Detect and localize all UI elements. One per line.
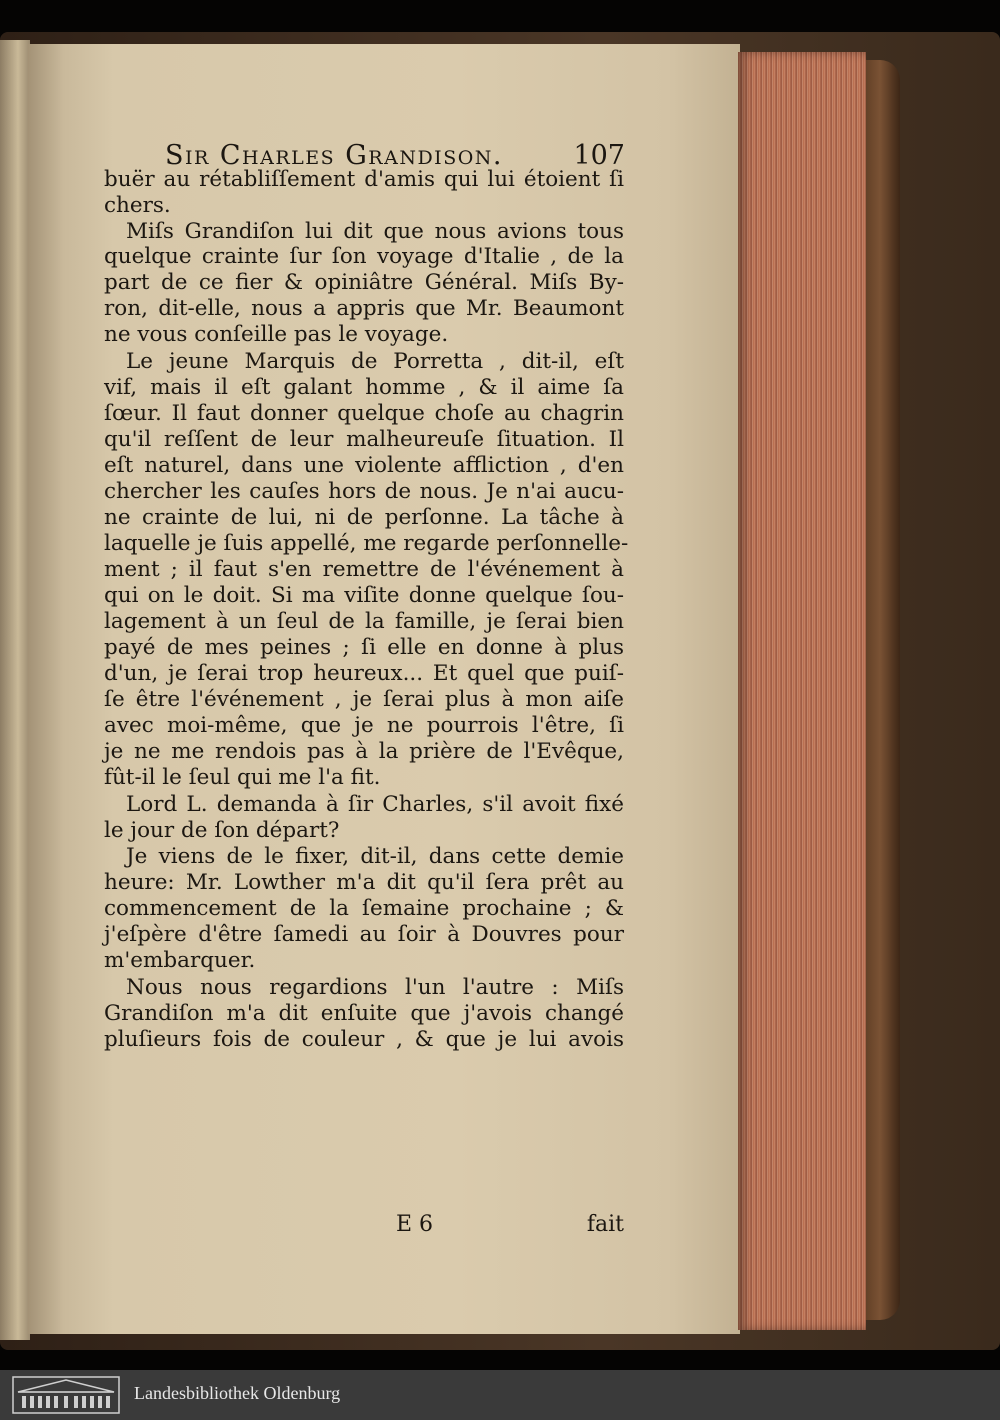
text-line: payé de mes peines ; ſi elle en donne à plus — [104, 635, 624, 660]
text-line: ſe être l'événement , je ſerai plus à mon aiſe — [104, 687, 624, 712]
text-line: ment ; il faut s'en remettre de l'événement à — [104, 557, 624, 582]
page-footer — [104, 1212, 624, 1242]
text-line: lagement à un ſeul de la famille, je ſerai bien — [104, 609, 624, 634]
text-line: ron, dit-elle, nous a appris que Mr. Beaumont — [104, 296, 624, 321]
text-line: quelque crainte ſur ſon voyage d'Italie , de la — [104, 244, 624, 269]
book-cover-edge — [860, 60, 900, 1320]
facing-page-edge — [0, 40, 30, 1340]
text-line: buër au rétabliſſement d'amis qui lui étoient ſi — [104, 167, 624, 192]
text-line: vif, mais il eſt galant homme , & il aime ſa — [104, 375, 624, 400]
library-name: Landesbibliothek Oldenburg — [134, 1383, 341, 1403]
catchword: fait — [586, 1212, 624, 1237]
text-line: ne crainte de lui, ni de perſonne. La tâche à — [104, 505, 624, 530]
text-line: le jour de ſon départ? — [104, 818, 340, 843]
page-number: 107 — [573, 140, 625, 171]
library-building-icon — [12, 1376, 120, 1414]
text-line: Grandiſon m'a dit enſuite que j'avois changé — [104, 1001, 624, 1026]
text-line: pluſieurs fois de couleur , & que je lui avois — [104, 1027, 624, 1052]
text-line: fût-il le ſeul qui me l'a fit. — [104, 765, 381, 790]
text-line: qui on le doit. Si ma viſite donne quelque ſou- — [104, 583, 624, 608]
text-line: m'embarquer. — [104, 948, 256, 973]
text-line: ne vous conſeille pas le voyage. — [104, 322, 449, 347]
text-line: commencement de la ſemaine prochaine ; & — [104, 896, 624, 921]
text-line: heure: Mr. Lowther m'a dit qu'il ſera prêt au — [104, 870, 624, 895]
text-line: avec moi-même, que je ne pourrois l'être, ſi — [104, 713, 624, 738]
text-line: Lord L. demanda à ſir Charles, s'il avoit fixé — [126, 792, 624, 817]
text-line: Le jeune Marquis de Porretta , dit-il, eſt — [126, 349, 624, 374]
text-line: qu'il reſſent de leur malheureuſe ſituation. Il — [104, 427, 624, 452]
signature-mark: E 6 — [396, 1212, 434, 1237]
text-line: part de ce fier & opiniâtre Général. Miſs By- — [104, 270, 624, 295]
text-line: Nous nous regardions l'un l'autre : Miſs — [126, 975, 624, 1000]
text-line: je ne me rendois pas à la prière de l'Evêque, — [104, 739, 624, 764]
text-line: chercher les cauſes hors de nous. Je n'ai aucu- — [104, 479, 624, 504]
text-line: Miſs Grandiſon lui dit que nous avions tous — [126, 219, 624, 244]
page-block-edge — [738, 52, 866, 1330]
text-line: eſt naturel, dans une violente affliction , d'en — [104, 453, 624, 478]
text-line: ſœur. Il faut donner quelque choſe au chagrin — [104, 401, 624, 426]
text-line: laquelle je ſuis appellé, me regarde perſonnelle- — [104, 531, 629, 556]
text-line: j'eſpère d'être ſamedi au ſoir à Douvres pour — [104, 922, 624, 947]
text-line: chers. — [104, 193, 171, 218]
library-footer-bar — [0, 1370, 1000, 1420]
running-title: Sir Charles Grandison. — [165, 140, 503, 171]
text-line: d'un, je ſerai trop heureux... Et quel que puiſ- — [104, 661, 624, 686]
text-line: Je viens de le fixer, dit-il, dans cette demie — [126, 844, 624, 869]
